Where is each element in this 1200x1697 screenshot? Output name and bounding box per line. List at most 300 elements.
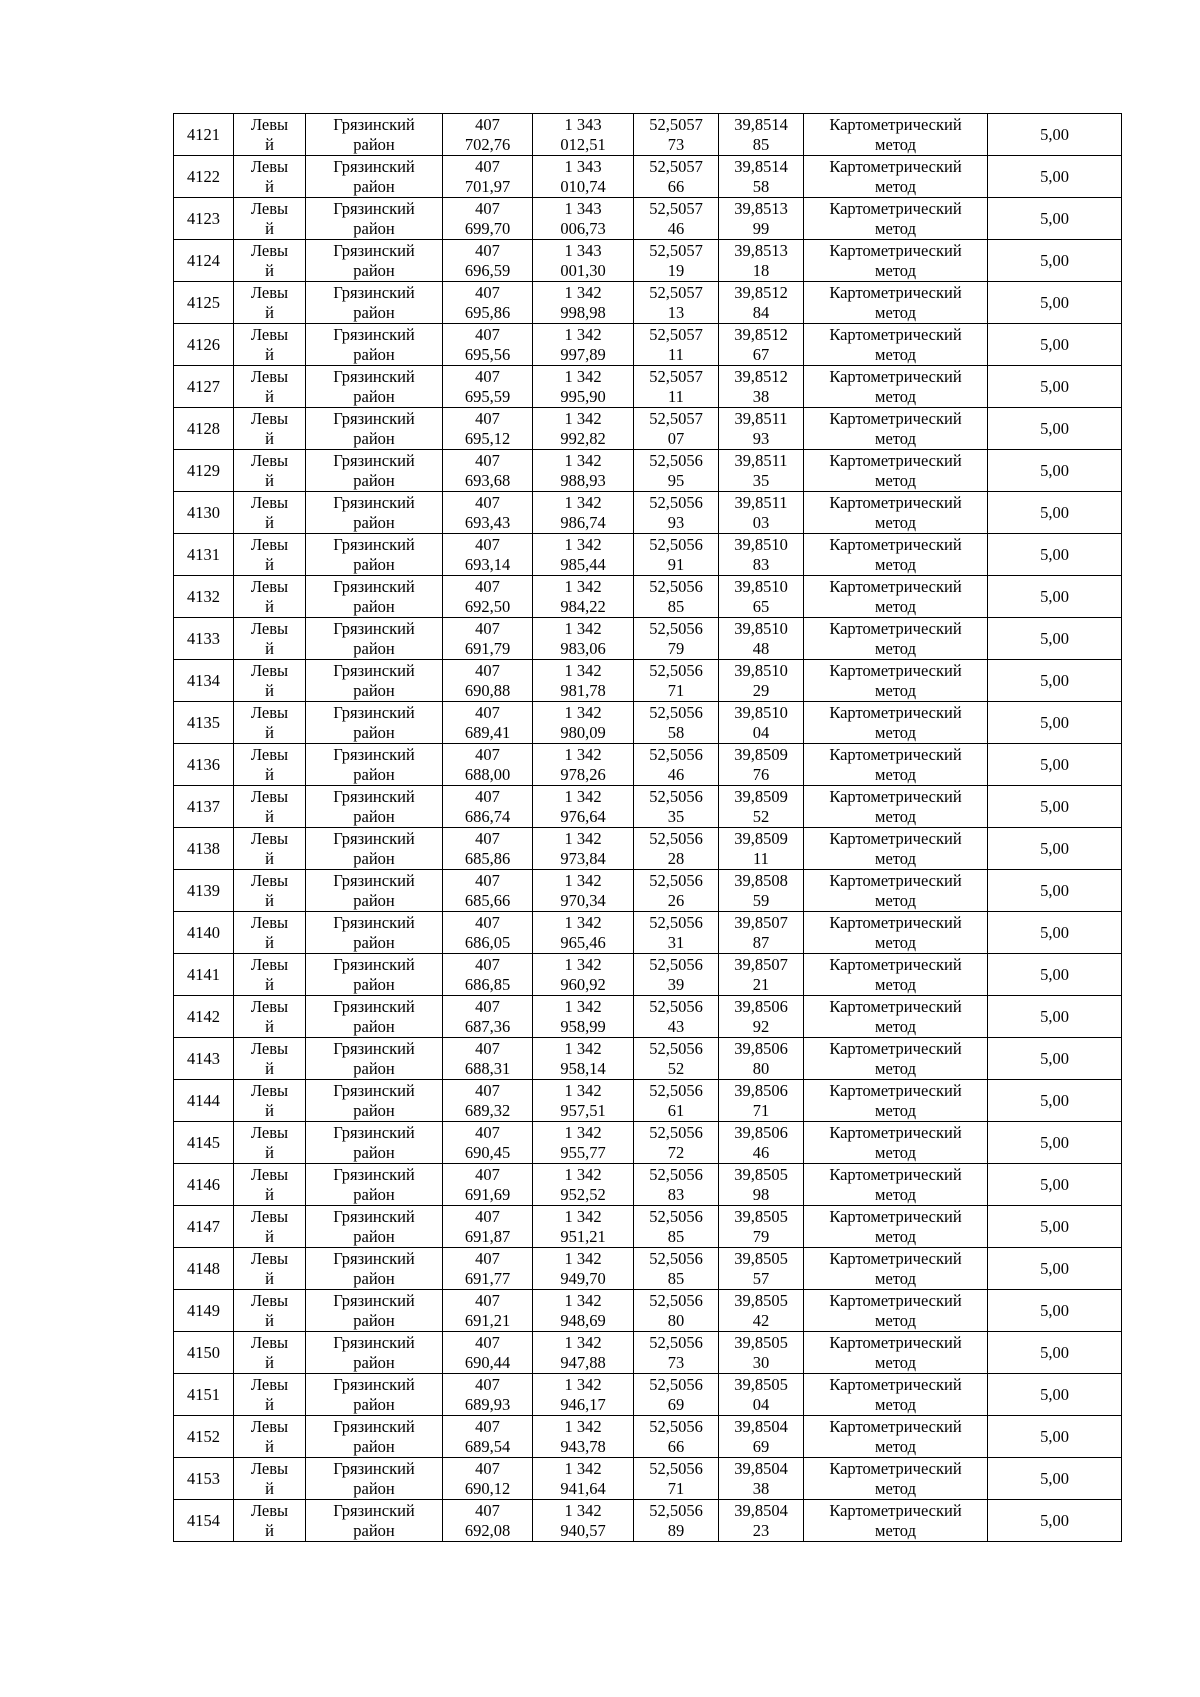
method-cell-line: метод	[875, 1100, 916, 1120]
table-row	[174, 702, 1122, 744]
point-number-cell: 4134	[174, 660, 234, 702]
latitude-cell-line: 52,5056	[649, 996, 703, 1016]
latitude-cell-line: 73	[667, 1352, 685, 1372]
method-cell	[804, 240, 988, 282]
longitude-cell	[719, 282, 804, 324]
side-cell-line: й	[265, 722, 274, 742]
side-cell-line: Левы	[250, 954, 289, 974]
district-cell-line: район	[353, 596, 395, 616]
longitude-cell	[719, 1038, 804, 1080]
longitude-cell-line: 52	[752, 806, 770, 826]
table-row	[174, 1458, 1122, 1500]
method-cell-line: метод	[875, 596, 916, 616]
district-cell-line: район	[353, 134, 395, 154]
side-cell	[234, 114, 306, 156]
method-cell-line: Картометрический	[829, 702, 962, 722]
method-cell	[804, 996, 988, 1038]
latitude-cell	[634, 1038, 719, 1080]
y-coord-cell	[533, 1374, 634, 1416]
method-cell-line: Картометрический	[829, 534, 962, 554]
y-coord-cell-line: 1 342	[564, 744, 602, 764]
method-cell-line: Картометрический	[829, 786, 962, 806]
side-cell	[234, 1458, 306, 1500]
longitude-cell-line: 39,8510	[734, 534, 788, 554]
method-cell-line: Картометрический	[829, 618, 962, 638]
x-coord-cell	[443, 618, 533, 660]
latitude-cell-line: 39	[667, 974, 685, 994]
latitude-cell-line: 69	[667, 1394, 685, 1414]
latitude-cell-line: 80	[667, 1310, 685, 1330]
latitude-cell-line: 43	[667, 1016, 685, 1036]
method-cell	[804, 828, 988, 870]
side-cell	[234, 1080, 306, 1122]
method-cell-line: Картометрический	[829, 1164, 962, 1184]
latitude-cell-line: 52,5056	[649, 1416, 703, 1436]
method-cell-line: Картометрический	[829, 114, 962, 134]
point-number-cell: 4152	[174, 1416, 234, 1458]
district-cell-line: район	[353, 1394, 395, 1414]
longitude-cell-line: 39,8505	[734, 1290, 788, 1310]
longitude-cell	[719, 492, 804, 534]
y-coord-cell-line: 948,69	[560, 1310, 606, 1330]
y-coord-cell-line: 1 342	[564, 1038, 602, 1058]
longitude-cell	[719, 954, 804, 996]
y-coord-cell	[533, 492, 634, 534]
latitude-cell	[634, 324, 719, 366]
x-coord-cell	[443, 1248, 533, 1290]
district-cell-line: Грязинский	[333, 534, 415, 554]
latitude-cell	[634, 1332, 719, 1374]
coordinates-table	[173, 113, 1122, 1542]
side-cell-line: й	[265, 260, 274, 280]
table-row	[174, 366, 1122, 408]
latitude-cell-line: 66	[667, 1436, 685, 1456]
side-cell-line: Левы	[250, 282, 289, 302]
method-cell-line: метод	[875, 344, 916, 364]
x-coord-cell	[443, 1122, 533, 1164]
x-coord-cell-line: 407	[475, 408, 500, 428]
district-cell-line: Грязинский	[333, 996, 415, 1016]
x-coord-cell-line: 407	[475, 828, 500, 848]
x-coord-cell-line: 686,74	[464, 806, 511, 826]
longitude-cell-line: 39,8514	[734, 156, 788, 176]
accuracy-cell: 5,00	[988, 324, 1122, 366]
x-coord-cell	[443, 282, 533, 324]
x-coord-cell-line: 692,50	[464, 596, 511, 616]
x-coord-cell	[443, 1164, 533, 1206]
latitude-cell	[634, 912, 719, 954]
side-cell-line: й	[265, 134, 274, 154]
method-cell	[804, 744, 988, 786]
point-number-cell: 4154	[174, 1500, 234, 1542]
latitude-cell-line: 52,5056	[649, 954, 703, 974]
latitude-cell	[634, 282, 719, 324]
y-coord-cell	[533, 156, 634, 198]
x-coord-cell-line: 693,14	[464, 554, 511, 574]
district-cell-line: Грязинский	[333, 450, 415, 470]
latitude-cell-line: 19	[667, 260, 685, 280]
side-cell-line: Левы	[250, 1374, 289, 1394]
side-cell	[234, 450, 306, 492]
side-cell-line: й	[265, 1310, 274, 1330]
y-coord-cell	[533, 912, 634, 954]
point-number-cell: 4128	[174, 408, 234, 450]
latitude-cell	[634, 1164, 719, 1206]
latitude-cell-line: 52,5056	[649, 702, 703, 722]
latitude-cell	[634, 576, 719, 618]
side-cell-line: й	[265, 1478, 274, 1498]
method-cell	[804, 156, 988, 198]
district-cell-line: Грязинский	[333, 1458, 415, 1478]
accuracy-cell: 5,00	[988, 156, 1122, 198]
accuracy-cell: 5,00	[988, 1416, 1122, 1458]
latitude-cell-line: 52,5056	[649, 828, 703, 848]
point-number-cell: 4139	[174, 870, 234, 912]
district-cell-line: район	[353, 890, 395, 910]
side-cell-line: й	[265, 764, 274, 784]
side-cell-line: й	[265, 554, 274, 574]
table-row	[174, 240, 1122, 282]
longitude-cell-line: 67	[752, 344, 770, 364]
x-coord-cell-line: 690,44	[464, 1352, 511, 1372]
point-number-cell: 4142	[174, 996, 234, 1038]
y-coord-cell-line: 012,51	[560, 134, 606, 154]
y-coord-cell-line: 1 343	[564, 156, 602, 176]
longitude-cell	[719, 114, 804, 156]
district-cell-line: район	[353, 932, 395, 952]
point-number-cell: 4140	[174, 912, 234, 954]
district-cell-line: район	[353, 470, 395, 490]
table-row	[174, 408, 1122, 450]
side-cell-line: й	[265, 386, 274, 406]
y-coord-cell	[533, 576, 634, 618]
accuracy-cell: 5,00	[988, 114, 1122, 156]
x-coord-cell-line: 699,70	[464, 218, 511, 238]
side-cell	[234, 912, 306, 954]
y-coord-cell	[533, 114, 634, 156]
y-coord-cell-line: 1 342	[564, 492, 602, 512]
x-coord-cell	[443, 114, 533, 156]
method-cell	[804, 114, 988, 156]
x-coord-cell-line: 407	[475, 660, 500, 680]
x-coord-cell-line: 690,12	[464, 1478, 511, 1498]
latitude-cell-line: 95	[667, 470, 685, 490]
y-coord-cell-line: 965,46	[560, 932, 606, 952]
side-cell-line: Левы	[250, 1164, 289, 1184]
side-cell-line: й	[265, 1520, 274, 1540]
longitude-cell	[719, 912, 804, 954]
district-cell-line: Грязинский	[333, 1164, 415, 1184]
latitude-cell	[634, 1122, 719, 1164]
side-cell-line: Левы	[250, 1080, 289, 1100]
longitude-cell-line: 39,8505	[734, 1332, 788, 1352]
longitude-cell-line: 39,8505	[734, 1374, 788, 1394]
x-coord-cell	[443, 156, 533, 198]
district-cell-line: Грязинский	[333, 366, 415, 386]
longitude-cell-line: 39,8506	[734, 996, 788, 1016]
x-coord-cell	[443, 198, 533, 240]
accuracy-cell: 5,00	[988, 198, 1122, 240]
x-coord-cell-line: 693,68	[464, 470, 511, 490]
longitude-cell	[719, 1206, 804, 1248]
longitude-cell-line: 83	[752, 554, 770, 574]
longitude-cell	[719, 1374, 804, 1416]
y-coord-cell-line: 1 342	[564, 1374, 602, 1394]
method-cell-line: метод	[875, 932, 916, 952]
table-row	[174, 828, 1122, 870]
method-cell-line: метод	[875, 1520, 916, 1540]
longitude-cell-line: 79	[752, 1226, 770, 1246]
y-coord-cell	[533, 1080, 634, 1122]
district-cell-line: Грязинский	[333, 702, 415, 722]
method-cell-line: Картометрический	[829, 1332, 962, 1352]
district-cell	[306, 492, 443, 534]
y-coord-cell	[533, 324, 634, 366]
side-cell-line: Левы	[250, 1500, 289, 1520]
side-cell	[234, 828, 306, 870]
table-row	[174, 534, 1122, 576]
district-cell	[306, 576, 443, 618]
x-coord-cell-line: 407	[475, 1332, 500, 1352]
x-coord-cell-line: 695,86	[464, 302, 511, 322]
y-coord-cell-line: 947,88	[560, 1352, 606, 1372]
x-coord-cell-line: 688,00	[464, 764, 511, 784]
side-cell-line: й	[265, 176, 274, 196]
accuracy-cell: 5,00	[988, 282, 1122, 324]
district-cell-line: Грязинский	[333, 870, 415, 890]
longitude-cell-line: 87	[752, 932, 770, 952]
latitude-cell-line: 52,5056	[649, 786, 703, 806]
latitude-cell-line: 85	[667, 596, 685, 616]
x-coord-cell-line: 686,05	[464, 932, 511, 952]
side-cell-line: Левы	[250, 450, 289, 470]
method-cell	[804, 450, 988, 492]
point-number-cell: 4145	[174, 1122, 234, 1164]
table-row	[174, 114, 1122, 156]
method-cell-line: Картометрический	[829, 1416, 962, 1436]
latitude-cell	[634, 618, 719, 660]
district-cell	[306, 1332, 443, 1374]
accuracy-cell: 5,00	[988, 912, 1122, 954]
side-cell	[234, 870, 306, 912]
method-cell-line: метод	[875, 302, 916, 322]
accuracy-cell: 5,00	[988, 786, 1122, 828]
y-coord-cell	[533, 870, 634, 912]
latitude-cell-line: 52,5056	[649, 1374, 703, 1394]
side-cell-line: Левы	[250, 324, 289, 344]
longitude-cell-line: 39,8514	[734, 114, 788, 134]
y-coord-cell-line: 981,78	[560, 680, 606, 700]
latitude-cell-line: 11	[668, 344, 684, 364]
side-cell	[234, 744, 306, 786]
y-coord-cell	[533, 702, 634, 744]
longitude-cell-line: 38	[752, 1478, 770, 1498]
method-cell	[804, 1416, 988, 1458]
longitude-cell-line: 42	[752, 1310, 770, 1330]
accuracy-cell: 5,00	[988, 1122, 1122, 1164]
district-cell-line: Грязинский	[333, 660, 415, 680]
district-cell	[306, 1416, 443, 1458]
latitude-cell-line: 85	[667, 1268, 685, 1288]
y-coord-cell-line: 1 343	[564, 114, 602, 134]
latitude-cell	[634, 1080, 719, 1122]
table-row	[174, 324, 1122, 366]
table-row	[174, 282, 1122, 324]
latitude-cell-line: 52,5056	[649, 660, 703, 680]
method-cell-line: метод	[875, 764, 916, 784]
y-coord-cell-line: 960,92	[560, 974, 606, 994]
latitude-cell-line: 28	[667, 848, 685, 868]
district-cell	[306, 1248, 443, 1290]
y-coord-cell-line: 957,51	[560, 1100, 606, 1120]
latitude-cell	[634, 1458, 719, 1500]
district-cell-line: район	[353, 554, 395, 574]
y-coord-cell-line: 951,21	[560, 1226, 606, 1246]
method-cell-line: метод	[875, 848, 916, 868]
longitude-cell	[719, 450, 804, 492]
x-coord-cell	[443, 786, 533, 828]
side-cell	[234, 408, 306, 450]
side-cell-line: й	[265, 1016, 274, 1036]
longitude-cell	[719, 1164, 804, 1206]
method-cell-line: Картометрический	[829, 366, 962, 386]
longitude-cell	[719, 786, 804, 828]
side-cell	[234, 324, 306, 366]
method-cell	[804, 1290, 988, 1332]
point-number-cell: 4137	[174, 786, 234, 828]
method-cell	[804, 534, 988, 576]
district-cell-line: район	[353, 680, 395, 700]
point-number-cell: 4141	[174, 954, 234, 996]
method-cell-line: Картометрический	[829, 198, 962, 218]
district-cell-line: район	[353, 1310, 395, 1330]
x-coord-cell	[443, 1206, 533, 1248]
district-cell-line: Грязинский	[333, 1038, 415, 1058]
latitude-cell	[634, 996, 719, 1038]
accuracy-cell: 5,00	[988, 1500, 1122, 1542]
district-cell	[306, 114, 443, 156]
side-cell	[234, 492, 306, 534]
latitude-cell	[634, 1206, 719, 1248]
method-cell-line: Картометрический	[829, 660, 962, 680]
y-coord-cell	[533, 660, 634, 702]
district-cell	[306, 450, 443, 492]
x-coord-cell	[443, 702, 533, 744]
side-cell	[234, 618, 306, 660]
side-cell-line: й	[265, 1268, 274, 1288]
district-cell	[306, 912, 443, 954]
side-cell-line: й	[265, 302, 274, 322]
accuracy-cell: 5,00	[988, 1164, 1122, 1206]
district-cell-line: Грязинский	[333, 324, 415, 344]
side-cell-line: й	[265, 1100, 274, 1120]
x-coord-cell-line: 691,77	[464, 1268, 511, 1288]
x-coord-cell-line: 407	[475, 702, 500, 722]
x-coord-cell-line: 685,86	[464, 848, 511, 868]
district-cell	[306, 366, 443, 408]
x-coord-cell	[443, 1332, 533, 1374]
latitude-cell-line: 83	[667, 1184, 685, 1204]
x-coord-cell-line: 407	[475, 1416, 500, 1436]
x-coord-cell-line: 696,59	[464, 260, 511, 280]
y-coord-cell-line: 1 342	[564, 702, 602, 722]
latitude-cell-line: 35	[667, 806, 685, 826]
latitude-cell-line: 52,5057	[649, 240, 703, 260]
side-cell	[234, 156, 306, 198]
y-coord-cell-line: 984,22	[560, 596, 606, 616]
latitude-cell-line: 52,5057	[649, 324, 703, 344]
side-cell	[234, 1290, 306, 1332]
x-coord-cell	[443, 1500, 533, 1542]
x-coord-cell	[443, 996, 533, 1038]
longitude-cell-line: 39,8505	[734, 1206, 788, 1226]
longitude-cell-line: 18	[752, 260, 770, 280]
accuracy-cell: 5,00	[988, 1080, 1122, 1122]
district-cell-line: район	[353, 764, 395, 784]
longitude-cell-line: 39,8513	[734, 240, 788, 260]
x-coord-cell-line: 407	[475, 1164, 500, 1184]
district-cell-line: Грязинский	[333, 786, 415, 806]
y-coord-cell-line: 1 342	[564, 1164, 602, 1184]
district-cell-line: Грязинский	[333, 282, 415, 302]
district-cell-line: район	[353, 1142, 395, 1162]
y-coord-cell	[533, 1122, 634, 1164]
district-cell	[306, 618, 443, 660]
longitude-cell-line: 39,8506	[734, 1122, 788, 1142]
district-cell	[306, 1290, 443, 1332]
y-coord-cell	[533, 366, 634, 408]
method-cell-line: метод	[875, 722, 916, 742]
y-coord-cell-line: 1 342	[564, 450, 602, 470]
side-cell	[234, 1416, 306, 1458]
y-coord-cell-line: 1 342	[564, 576, 602, 596]
y-coord-cell-line: 1 342	[564, 786, 602, 806]
longitude-cell-line: 98	[752, 1184, 770, 1204]
x-coord-cell-line: 407	[475, 618, 500, 638]
y-coord-cell-line: 997,89	[560, 344, 606, 364]
side-cell	[234, 1248, 306, 1290]
x-coord-cell-line: 690,45	[464, 1142, 511, 1162]
latitude-cell-line: 52,5057	[649, 156, 703, 176]
x-coord-cell-line: 407	[475, 282, 500, 302]
district-cell	[306, 996, 443, 1038]
latitude-cell-line: 91	[667, 554, 685, 574]
side-cell	[234, 282, 306, 324]
longitude-cell-line: 85	[752, 134, 770, 154]
longitude-cell	[719, 1080, 804, 1122]
side-cell	[234, 702, 306, 744]
longitude-cell	[719, 660, 804, 702]
side-cell-line: Левы	[250, 1290, 289, 1310]
side-cell	[234, 1206, 306, 1248]
x-coord-cell-line: 407	[475, 114, 500, 134]
y-coord-cell-line: 992,82	[560, 428, 606, 448]
x-coord-cell-line: 407	[475, 156, 500, 176]
method-cell-line: метод	[875, 1016, 916, 1036]
x-coord-cell-line: 407	[475, 366, 500, 386]
side-cell-line: Левы	[250, 786, 289, 806]
method-cell	[804, 198, 988, 240]
latitude-cell-line: 52,5056	[649, 744, 703, 764]
side-cell-line: Левы	[250, 492, 289, 512]
longitude-cell	[719, 828, 804, 870]
method-cell-line: Картометрический	[829, 324, 962, 344]
x-coord-cell-line: 702,76	[464, 134, 511, 154]
longitude-cell-line: 92	[752, 1016, 770, 1036]
x-coord-cell	[443, 870, 533, 912]
district-cell	[306, 786, 443, 828]
side-cell	[234, 1164, 306, 1206]
